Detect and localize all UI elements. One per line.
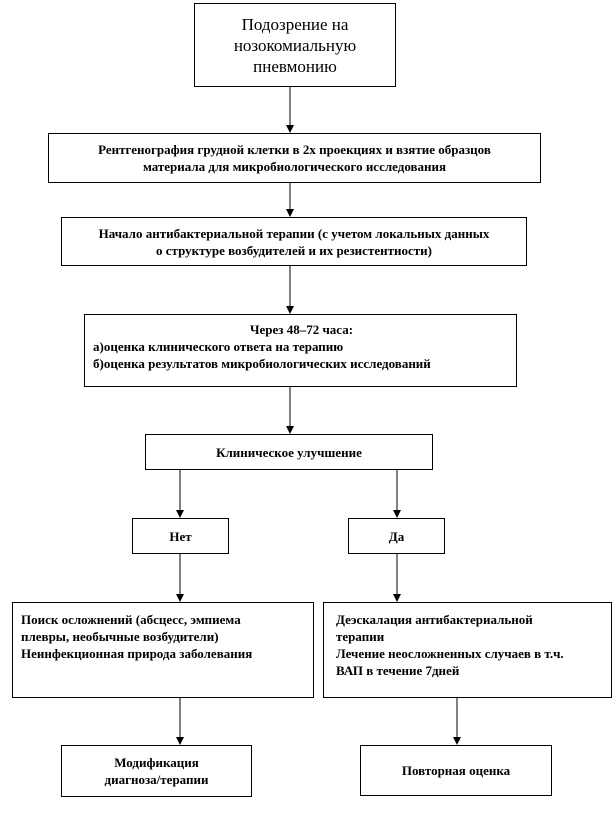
node-no — [132, 518, 229, 554]
node-reassessment — [84, 314, 517, 387]
node-suspicion-line-1: Подозрение на — [241, 14, 349, 34]
node-deescalation-line-1: Деэскалация антибактериальной — [336, 612, 533, 627]
node-deescalation — [323, 602, 612, 698]
node-deescalation-line-2: терапии — [336, 629, 385, 644]
node-modification-line-2: диагноза/терапии — [104, 772, 209, 787]
node-complications-line-1: Поиск осложнений (абсцесс, эмпиема — [21, 612, 241, 627]
node-yes-label: Да — [388, 528, 405, 544]
node-xray — [48, 133, 541, 183]
node-repeat-assessment — [360, 745, 552, 796]
node-antibiotic-start — [61, 217, 527, 266]
node-modification — [61, 745, 252, 797]
node-clinical-improvement — [145, 434, 433, 470]
node-repeat-assessment-label: Повторная оценка — [401, 763, 511, 778]
node-deescalation-line-3: Лечение неосложненных случаев в т.ч. — [336, 646, 564, 661]
node-complications-line-3: Неинфекционная природа заболевания — [21, 646, 253, 661]
node-reassessment-item-b: б)оценка результатов микробиологических исследований — [93, 356, 431, 371]
node-deescalation-line-4: ВАП в течение 7дней — [336, 663, 460, 678]
node-xray-line-2: материала для микробиологического исследования — [142, 159, 447, 174]
node-antibiotic-start-line-2: о структуре возбудителей и их резистентности) — [156, 242, 432, 258]
node-antibiotic-start-line-1: Начало антибактериальной терапии (с учетом локальных данных — [98, 225, 490, 241]
node-suspicion — [194, 3, 396, 87]
node-modification-line-1: Модификация — [114, 755, 199, 770]
node-suspicion-line-3: пневмонию — [253, 56, 337, 76]
node-clinical-improvement-label: Клиническое улучшение — [216, 444, 362, 460]
node-reassessment-heading: Через 48–72 часа: — [249, 322, 354, 337]
node-reassessment-item-a: а)оценка клинического ответа на терапию — [93, 339, 344, 354]
node-complications — [12, 602, 314, 698]
node-xray-line-1: Рентгенография грудной клетки в 2х проекциях и взятие образцов — [98, 142, 491, 157]
node-suspicion-line-2: нозокомиальную — [233, 35, 357, 55]
node-no-label: Нет — [169, 528, 192, 544]
node-complications-line-2: плевры, необычные возбудители) — [21, 629, 219, 644]
node-yes — [348, 518, 445, 554]
